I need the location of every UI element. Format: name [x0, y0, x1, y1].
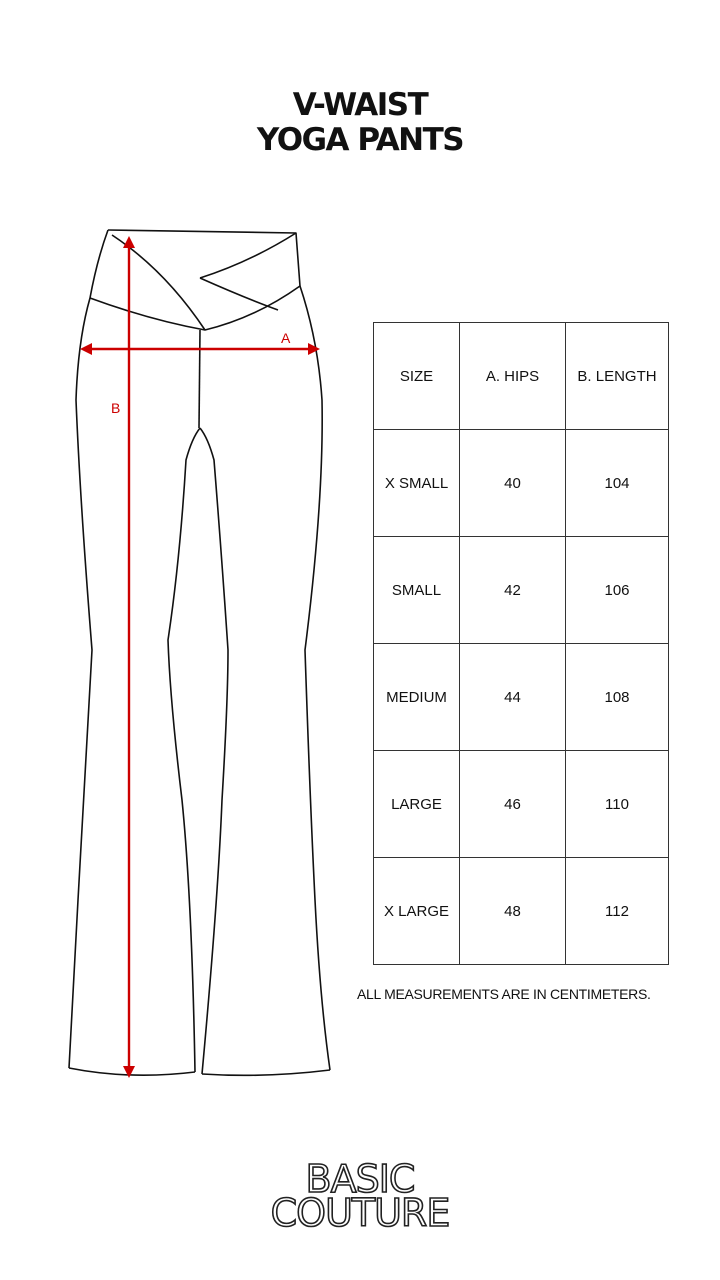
table-header-row: [374, 323, 669, 430]
length-cell: 110: [566, 751, 669, 858]
hips-cell: 46: [460, 751, 566, 858]
table-row: [374, 751, 669, 858]
size-cell: LARGE: [374, 751, 460, 858]
size-chart-table: [373, 322, 669, 965]
hips-cell: 44: [460, 644, 566, 751]
label-b: B: [111, 400, 121, 416]
measurement-note: ALL MEASUREMENTS ARE IN CENTIMETERS.: [357, 986, 651, 1002]
length-cell: 108: [566, 644, 669, 751]
table-row: [374, 858, 669, 965]
size-cell: X LARGE: [374, 858, 460, 965]
length-arrow-bottom: [123, 1066, 135, 1078]
length-cell: 112: [566, 858, 669, 965]
hips-cell: 48: [460, 858, 566, 965]
header-size: SIZE: [374, 323, 460, 430]
brand-logo: [240, 1157, 480, 1235]
brand-line-2: COUTURE: [270, 1191, 450, 1235]
hips-arrow-left: [80, 343, 92, 355]
title-line-1: V-WAIST: [292, 87, 428, 123]
header-hips: A. HIPS: [460, 323, 566, 430]
size-cell: X SMALL: [374, 430, 460, 537]
pants-outline: [69, 230, 330, 1075]
table-row: [374, 430, 669, 537]
label-a: A: [281, 330, 291, 346]
title-line-2: YOGA PANTS: [256, 122, 464, 158]
table-row: [374, 644, 669, 751]
hips-arrow-right: [308, 343, 320, 355]
brand-line-1: BASIC: [305, 1157, 415, 1201]
table-row: [374, 537, 669, 644]
length-cell: 106: [566, 537, 669, 644]
size-cell: SMALL: [374, 537, 460, 644]
size-cell: MEDIUM: [374, 644, 460, 751]
hips-cell: 40: [460, 430, 566, 537]
header-length: B. LENGTH: [566, 323, 669, 430]
hips-cell: 42: [460, 537, 566, 644]
length-arrow-top: [123, 236, 135, 248]
length-cell: 104: [566, 430, 669, 537]
